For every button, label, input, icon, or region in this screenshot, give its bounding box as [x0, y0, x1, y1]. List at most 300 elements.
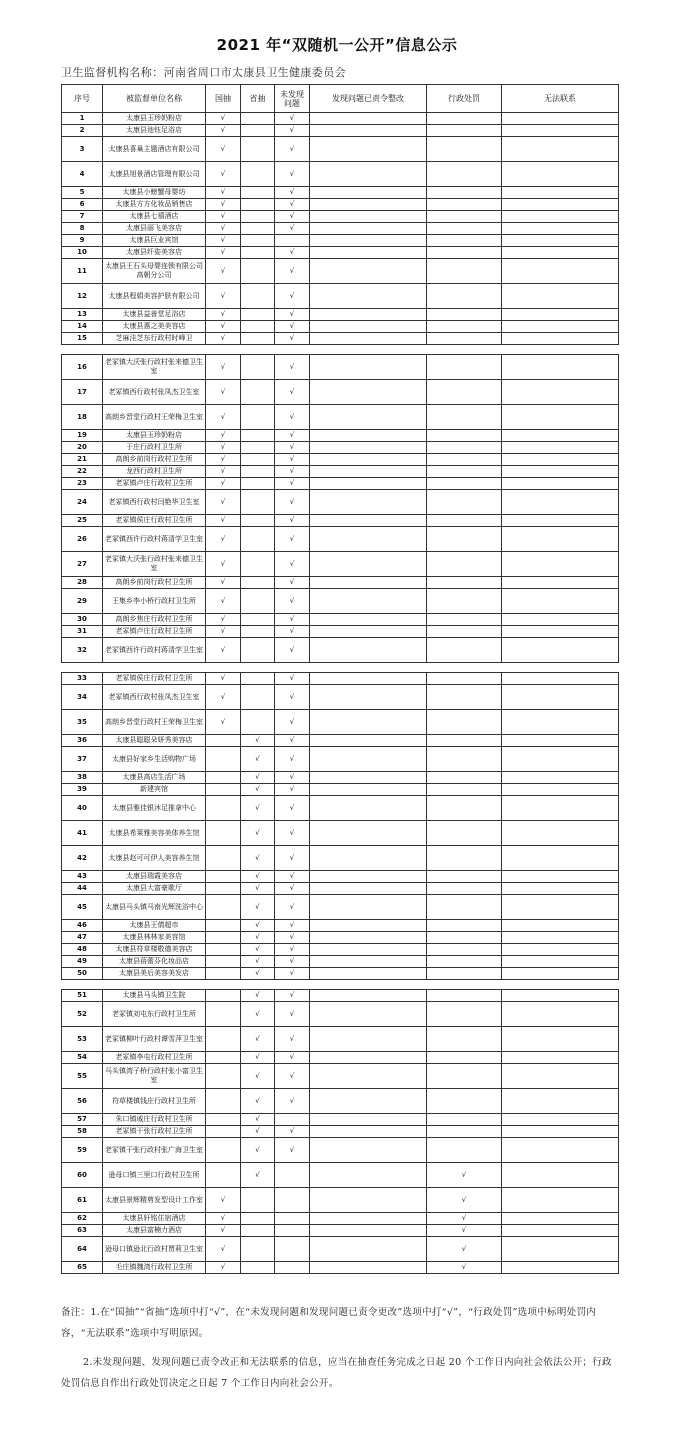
cell-unreachable	[502, 125, 619, 137]
cell-national: √	[206, 321, 241, 333]
cell-serial: 64	[62, 1237, 103, 1262]
cell-serial: 2	[62, 125, 103, 137]
cell-serial: 54	[62, 1052, 103, 1064]
cell-rectified	[310, 577, 427, 589]
cell-rectified	[310, 466, 427, 478]
cell-unit-name: 老冢镇大沃张行政村张来德卫生室	[103, 552, 206, 577]
cell-provincial	[241, 321, 275, 333]
cell-serial: 58	[62, 1126, 103, 1138]
table-row	[62, 685, 619, 710]
cell-serial: 27	[62, 552, 103, 577]
cell-penalty	[427, 956, 502, 968]
gap-cell	[241, 663, 275, 673]
cell-national: √	[206, 333, 241, 345]
cell-unit-name: 太康县丽飞美容店	[103, 223, 206, 235]
cell-no-problem: √	[275, 796, 310, 821]
cell-penalty	[427, 673, 502, 685]
cell-rectified	[310, 199, 427, 211]
cell-unit-name: 老冢镇西行政村闫艳华卫生室	[103, 490, 206, 515]
gap-cell	[206, 663, 241, 673]
table-row	[62, 747, 619, 772]
cell-unreachable	[502, 772, 619, 784]
cell-no-problem: √	[275, 944, 310, 956]
disclosure-table-container	[61, 84, 618, 1274]
cell-provincial: √	[241, 747, 275, 772]
cell-no-problem: √	[275, 932, 310, 944]
cell-unreachable	[502, 589, 619, 614]
table-row	[62, 211, 619, 223]
cell-rectified	[310, 1002, 427, 1027]
table-row	[62, 199, 619, 211]
cell-rectified	[310, 247, 427, 259]
cell-penalty	[427, 846, 502, 871]
cell-unreachable	[502, 673, 619, 685]
cell-unit-name: 太康县程娟美容护肤有限公司	[103, 284, 206, 309]
cell-provincial	[241, 638, 275, 663]
cell-unreachable	[502, 1027, 619, 1052]
table-row	[62, 235, 619, 247]
cell-unit-name: 太康县好家乡生活购物广场	[103, 747, 206, 772]
cell-unreachable	[502, 478, 619, 490]
cell-no-problem: √	[275, 1064, 310, 1089]
cell-penalty	[427, 710, 502, 735]
cell-penalty	[427, 284, 502, 309]
cell-rectified	[310, 333, 427, 345]
cell-unit-name: 太康县雅佳银沐足推拿中心	[103, 796, 206, 821]
cell-unreachable	[502, 1114, 619, 1126]
cell-national	[206, 944, 241, 956]
cell-no-problem: √	[275, 1027, 310, 1052]
table-row	[62, 1237, 619, 1262]
cell-unreachable	[502, 223, 619, 235]
cell-penalty	[427, 990, 502, 1002]
cell-national: √	[206, 454, 241, 466]
cell-no-problem: √	[275, 710, 310, 735]
cell-provincial	[241, 405, 275, 430]
cell-penalty	[427, 235, 502, 247]
cell-national	[206, 1163, 241, 1188]
cell-rectified	[310, 990, 427, 1002]
cell-penalty	[427, 466, 502, 478]
cell-rectified	[310, 685, 427, 710]
cell-unit-name: 老冢镇李屯行政村卫生所	[103, 1052, 206, 1064]
cell-no-problem: √	[275, 333, 310, 345]
cell-unit-name: 老冢镇侯庄行政村卫生所	[103, 673, 206, 685]
page-break-gap	[62, 980, 619, 990]
cell-provincial	[241, 527, 275, 552]
cell-unit-name: 老冢镇干张行政村卫生所	[103, 1126, 206, 1138]
cell-serial: 45	[62, 895, 103, 920]
cell-penalty	[427, 796, 502, 821]
cell-provincial	[241, 309, 275, 321]
cell-unreachable	[502, 821, 619, 846]
cell-national: √	[206, 1213, 241, 1225]
cell-unit-name: 毛庄镇魏湾行政村卫生所	[103, 1262, 206, 1274]
cell-serial: 43	[62, 871, 103, 883]
cell-unreachable	[502, 685, 619, 710]
cell-national	[206, 821, 241, 846]
table-row	[62, 137, 619, 162]
cell-unit-name: 太康县符草楼敬德美容店	[103, 944, 206, 956]
cell-serial: 34	[62, 685, 103, 710]
cell-unreachable	[502, 1163, 619, 1188]
gap-cell	[310, 980, 427, 990]
cell-serial: 55	[62, 1064, 103, 1089]
page-title: 2021 年“双随机一公开”信息公示	[216, 36, 458, 54]
header-unreachable: 无法联系	[502, 85, 619, 113]
cell-national: √	[206, 405, 241, 430]
cell-unreachable	[502, 735, 619, 747]
cell-unit-name: 老冢镇西行政村张凤杰卫生室	[103, 685, 206, 710]
cell-no-problem: √	[275, 309, 310, 321]
cell-rectified	[310, 772, 427, 784]
table-row	[62, 478, 619, 490]
cell-penalty	[427, 309, 502, 321]
cell-rectified	[310, 710, 427, 735]
cell-unreachable	[502, 968, 619, 980]
cell-serial: 65	[62, 1262, 103, 1274]
cell-unit-name: 王集乡李小桥行政村卫生所	[103, 589, 206, 614]
cell-penalty	[427, 895, 502, 920]
cell-no-problem: √	[275, 284, 310, 309]
cell-penalty	[427, 527, 502, 552]
cell-serial: 51	[62, 990, 103, 1002]
cell-rectified	[310, 796, 427, 821]
cell-provincial	[241, 589, 275, 614]
cell-no-problem: √	[275, 626, 310, 638]
cell-unreachable	[502, 871, 619, 883]
cell-unreachable	[502, 199, 619, 211]
cell-national: √	[206, 614, 241, 626]
cell-serial: 46	[62, 920, 103, 932]
cell-penalty	[427, 626, 502, 638]
cell-national: √	[206, 259, 241, 284]
cell-serial: 30	[62, 614, 103, 626]
gap-cell	[502, 345, 619, 355]
cell-rectified	[310, 113, 427, 125]
cell-unit-name: 老冢镇柳叶行政村谭雪萍卫生室	[103, 1027, 206, 1052]
cell-unit-name: 老冢镇大沃张行政村张来德卫生室	[103, 355, 206, 380]
cell-penalty	[427, 405, 502, 430]
cell-rectified	[310, 883, 427, 895]
cell-no-problem: √	[275, 871, 310, 883]
cell-rectified	[310, 137, 427, 162]
cell-unit-name: 太康县小螃蟹母婴坊	[103, 187, 206, 199]
cell-unreachable	[502, 747, 619, 772]
cell-provincial	[241, 710, 275, 735]
cell-serial: 15	[62, 333, 103, 345]
cell-unit-name: 老冢镇卢庄行政村卫生所	[103, 478, 206, 490]
cell-provincial	[241, 199, 275, 211]
cell-unreachable	[502, 944, 619, 956]
cell-rectified	[310, 673, 427, 685]
cell-serial: 61	[62, 1188, 103, 1213]
cell-provincial	[241, 1262, 275, 1274]
cell-no-problem: √	[275, 259, 310, 284]
cell-unit-name: 高朗乡晋堂行政村王荣梅卫生室	[103, 405, 206, 430]
gap-cell	[275, 980, 310, 990]
cell-serial: 11	[62, 259, 103, 284]
table-row	[62, 1052, 619, 1064]
cell-national	[206, 796, 241, 821]
cell-serial: 47	[62, 932, 103, 944]
cell-unit-name: 太康县林林家美容馆	[103, 932, 206, 944]
cell-rectified	[310, 1213, 427, 1225]
cell-no-problem: √	[275, 1002, 310, 1027]
cell-serial: 28	[62, 577, 103, 589]
cell-no-problem: √	[275, 990, 310, 1002]
cell-serial: 52	[62, 1002, 103, 1027]
cell-penalty	[427, 355, 502, 380]
cell-provincial: √	[241, 944, 275, 956]
table-row	[62, 333, 619, 345]
table-row	[62, 990, 619, 1002]
cell-no-problem: √	[275, 137, 310, 162]
cell-serial: 1	[62, 113, 103, 125]
gap-cell	[427, 663, 502, 673]
table-row	[62, 577, 619, 589]
cell-unreachable	[502, 490, 619, 515]
cell-provincial	[241, 478, 275, 490]
cell-national: √	[206, 187, 241, 199]
cell-unreachable	[502, 454, 619, 466]
cell-no-problem: √	[275, 247, 310, 259]
cell-penalty	[427, 1126, 502, 1138]
cell-serial: 32	[62, 638, 103, 663]
cell-provincial	[241, 380, 275, 405]
cell-national	[206, 883, 241, 895]
cell-provincial: √	[241, 1052, 275, 1064]
cell-national: √	[206, 466, 241, 478]
cell-serial: 49	[62, 956, 103, 968]
cell-serial: 56	[62, 1089, 103, 1114]
cell-serial: 53	[62, 1027, 103, 1052]
cell-rectified	[310, 355, 427, 380]
cell-unit-name: 太康县纤姿美容店	[103, 247, 206, 259]
cell-provincial	[241, 1237, 275, 1262]
cell-rectified	[310, 747, 427, 772]
cell-no-problem: √	[275, 1089, 310, 1114]
cell-unreachable	[502, 1089, 619, 1114]
cell-no-problem: √	[275, 685, 310, 710]
cell-no-problem: √	[275, 478, 310, 490]
cell-national	[206, 932, 241, 944]
cell-rectified	[310, 1237, 427, 1262]
table-row	[62, 589, 619, 614]
cell-national: √	[206, 638, 241, 663]
gap-cell	[427, 980, 502, 990]
cell-national	[206, 735, 241, 747]
table-row	[62, 405, 619, 430]
cell-unreachable	[502, 211, 619, 223]
cell-unit-name: 符草楼镇钱庄行政村卫生所	[103, 1089, 206, 1114]
cell-provincial	[241, 490, 275, 515]
cell-no-problem: √	[275, 846, 310, 871]
table-row	[62, 162, 619, 187]
table-row	[62, 638, 619, 663]
cell-unit-name: 太康县马头镇马南光辉洗浴中心	[103, 895, 206, 920]
cell-unreachable	[502, 113, 619, 125]
cell-no-problem: √	[275, 321, 310, 333]
gap-cell	[62, 663, 103, 673]
cell-no-problem: √	[275, 747, 310, 772]
cell-serial: 42	[62, 846, 103, 871]
table-row	[62, 1262, 619, 1274]
gap-cell	[310, 345, 427, 355]
cell-unit-name: 龙西行政村卫生所	[103, 466, 206, 478]
cell-provincial: √	[241, 920, 275, 932]
cell-no-problem: √	[275, 956, 310, 968]
cell-unreachable	[502, 883, 619, 895]
table-row	[62, 614, 619, 626]
cell-penalty	[427, 968, 502, 980]
table-row	[62, 430, 619, 442]
page-break-gap	[62, 663, 619, 673]
header-no-problem: 未发现问题	[275, 85, 310, 113]
cell-rectified	[310, 589, 427, 614]
cell-unreachable	[502, 1138, 619, 1163]
gap-cell	[502, 663, 619, 673]
header-penalty: 行政处罚	[427, 85, 502, 113]
cell-no-problem	[275, 1262, 310, 1274]
cell-unreachable	[502, 333, 619, 345]
cell-provincial: √	[241, 1114, 275, 1126]
cell-provincial	[241, 442, 275, 454]
table-row	[62, 784, 619, 796]
cell-unit-name: 老冢镇刘屯东行政村卫生所	[103, 1002, 206, 1027]
cell-unit-name: 马头镇湾子桥行政村张小富卫生室	[103, 1064, 206, 1089]
table-row	[62, 1225, 619, 1237]
cell-unreachable	[502, 784, 619, 796]
cell-penalty	[427, 1027, 502, 1052]
cell-unreachable	[502, 1213, 619, 1225]
cell-national	[206, 895, 241, 920]
cell-national	[206, 747, 241, 772]
cell-unit-name: 老冢镇西行政村张凤杰卫生室	[103, 380, 206, 405]
cell-rectified	[310, 1114, 427, 1126]
table-row	[62, 1027, 619, 1052]
cell-penalty	[427, 259, 502, 284]
cell-no-problem: √	[275, 454, 310, 466]
cell-penalty	[427, 490, 502, 515]
gap-cell	[206, 345, 241, 355]
gap-cell	[103, 663, 206, 673]
remarks	[61, 1302, 621, 1394]
cell-serial: 41	[62, 821, 103, 846]
cell-unit-name: 太康县池钰足浴店	[103, 125, 206, 137]
table-row	[62, 515, 619, 527]
cell-no-problem: √	[275, 355, 310, 380]
cell-rectified	[310, 454, 427, 466]
cell-rectified	[310, 259, 427, 284]
cell-national: √	[206, 577, 241, 589]
table-row	[62, 187, 619, 199]
cell-national	[206, 968, 241, 980]
cell-serial: 44	[62, 883, 103, 895]
cell-no-problem: √	[275, 125, 310, 137]
cell-national: √	[206, 235, 241, 247]
cell-provincial: √	[241, 796, 275, 821]
cell-provincial: √	[241, 1163, 275, 1188]
cell-national	[206, 871, 241, 883]
table-row	[62, 466, 619, 478]
cell-unit-name: 太康县轩铭住宿酒店	[103, 1213, 206, 1225]
cell-serial: 59	[62, 1138, 103, 1163]
cell-no-problem	[275, 1163, 310, 1188]
cell-unit-name: 于庄行政村卫生所	[103, 442, 206, 454]
gap-cell	[427, 345, 502, 355]
cell-national: √	[206, 589, 241, 614]
cell-no-problem: √	[275, 772, 310, 784]
cell-provincial	[241, 284, 275, 309]
table-row	[62, 552, 619, 577]
cell-unit-name: 芝麻洼芝东行政村时峰卫	[103, 333, 206, 345]
table-row	[62, 883, 619, 895]
cell-provincial	[241, 187, 275, 199]
cell-national: √	[206, 284, 241, 309]
cell-provincial: √	[241, 1027, 275, 1052]
cell-unit-name: 太康县玉珍奶粉店	[103, 113, 206, 125]
cell-unreachable	[502, 956, 619, 968]
cell-rectified	[310, 1052, 427, 1064]
cell-unreachable	[502, 247, 619, 259]
gap-cell	[502, 980, 619, 990]
cell-penalty: √	[427, 1188, 502, 1213]
table-row	[62, 527, 619, 552]
cell-penalty	[427, 1064, 502, 1089]
cell-rectified	[310, 1188, 427, 1213]
cell-serial: 4	[62, 162, 103, 187]
cell-no-problem: √	[275, 883, 310, 895]
cell-penalty	[427, 515, 502, 527]
cell-rectified	[310, 871, 427, 883]
cell-provincial	[241, 247, 275, 259]
cell-national: √	[206, 211, 241, 223]
cell-unit-name: 朱口镇戚庄行政村卫生所	[103, 1114, 206, 1126]
cell-unit-name: 太康县王倩超市	[103, 920, 206, 932]
cell-rectified	[310, 442, 427, 454]
gap-cell	[103, 345, 206, 355]
cell-national: √	[206, 137, 241, 162]
table-row	[62, 895, 619, 920]
cell-provincial: √	[241, 871, 275, 883]
cell-penalty	[427, 125, 502, 137]
header-unit-name: 被监督单位名称	[103, 85, 206, 113]
cell-penalty	[427, 552, 502, 577]
cell-unreachable	[502, 466, 619, 478]
gap-cell	[206, 980, 241, 990]
cell-unreachable	[502, 932, 619, 944]
cell-rectified	[310, 956, 427, 968]
table-row	[62, 626, 619, 638]
cell-provincial	[241, 211, 275, 223]
cell-provincial: √	[241, 1089, 275, 1114]
cell-no-problem: √	[275, 162, 310, 187]
cell-unit-name: 逊母口镇三里口行政村卫生所	[103, 1163, 206, 1188]
cell-provincial	[241, 355, 275, 380]
table-row	[62, 1002, 619, 1027]
cell-no-problem	[275, 1225, 310, 1237]
cell-no-problem: √	[275, 673, 310, 685]
cell-penalty	[427, 333, 502, 345]
cell-unreachable	[502, 380, 619, 405]
table-row	[62, 796, 619, 821]
cell-unreachable	[502, 1262, 619, 1274]
cell-national	[206, 784, 241, 796]
table-row	[62, 956, 619, 968]
cell-no-problem: √	[275, 614, 310, 626]
cell-serial: 8	[62, 223, 103, 235]
